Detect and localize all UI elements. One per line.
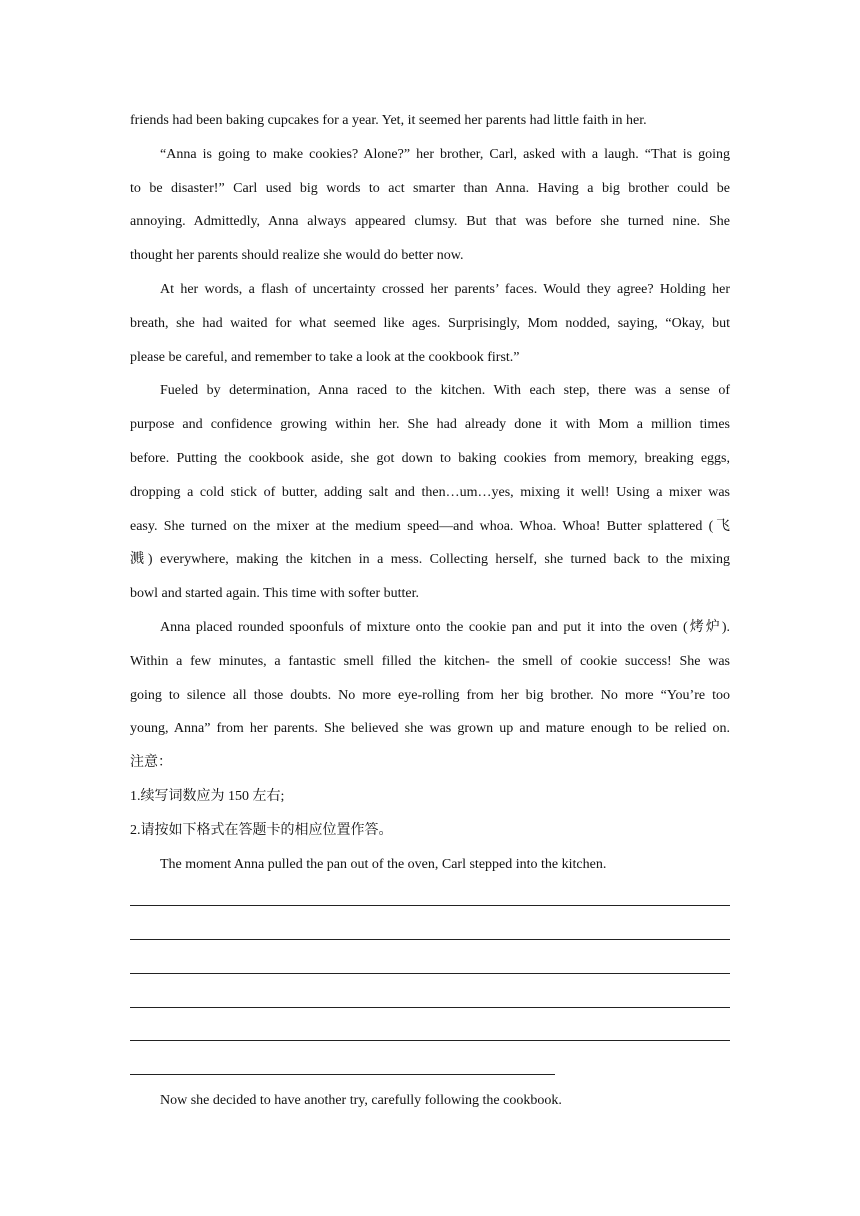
paragraph-line: bowl and started again. This time with softer butter. <box>130 586 420 602</box>
paragraph-line: to be disaster!” Carl used big words to act smarter than Anna. Having a big brother could be <box>130 180 730 196</box>
paragraph-line: At her words, a flash of uncertainty crossed her parents’ faces. Would they agree? Holding her <box>160 281 730 297</box>
answer-line[interactable] <box>130 949 730 983</box>
paragraph-line: Anna placed rounded spoonfuls of mixture onto the cookie pan and put it into the oven (烤炉). <box>160 619 730 635</box>
paragraph-line: purpose and confidence growing within her. She had already done it with Mom a million times <box>130 417 730 433</box>
paragraph-line: friends had been baking cupcakes for a year. Yet, it seemed her parents had little faith in her. <box>130 113 647 128</box>
notes-heading: 注意： <box>130 755 172 771</box>
paragraph-line: young, Anna” from her parents. She believed she was grown up and mature enough to be relied on. <box>130 721 730 737</box>
note-item: 1.续写词数应为 150 左右; <box>130 788 285 804</box>
paragraph-line: “Anna is going to make cookies? Alone?” her brother, Carl, asked with a laugh. “That is going <box>160 146 730 162</box>
answer-line[interactable] <box>130 983 730 1017</box>
paragraph-line: please be careful, and remember to take a look at the cookbook first.” <box>130 349 520 365</box>
continuation-prompt-first: The moment Anna pulled the pan out of the oven, Carl stepped into the kitchen. <box>160 856 607 872</box>
paragraph-line: before. Putting the cookbook aside, she got down to baking cookies from memory, breaking eggs, <box>130 450 730 466</box>
paragraph-line: breath, she had waited for what seemed like ages. Surprisingly, Mom nodded, saying, “Okay, but <box>130 315 730 331</box>
answer-line[interactable] <box>130 1050 730 1084</box>
paragraph-line: thought her parents should realize she would do better now. <box>130 248 464 264</box>
answer-line[interactable] <box>130 881 730 915</box>
answer-line[interactable] <box>130 915 730 949</box>
document-page <box>130 104 730 1118</box>
note-item: 2.请按如下格式在答题卡的相应位置作答。 <box>130 822 393 838</box>
paragraph-line: going to silence all those doubts. No more eye-rolling from her big brother. No more “You’re too <box>130 687 730 703</box>
paragraph-line: 溅) everywhere, making the kitchen in a mess. Collecting herself, she turned back to the mixing <box>130 552 730 568</box>
paragraph-line: dropping a cold stick of butter, adding salt and then…um…yes, mixing it well! Using a mixer was <box>130 484 730 500</box>
paragraph-line: Fueled by determination, Anna raced to the kitchen. With each step, there was a sense of <box>160 383 730 399</box>
paragraph-line: annoying. Admittedly, Anna always appeared clumsy. But that was before she turned nine. She <box>130 214 730 230</box>
paragraph-line: easy. She turned on the mixer at the medium speed—and whoa. Whoa. Whoa! Butter splattered (飞 <box>130 518 730 534</box>
continuation-prompt-second: Now she decided to have another try, carefully following the cookbook. <box>160 1093 562 1109</box>
paragraph-line: Within a few minutes, a fantastic smell filled the kitchen- the smell of cookie success! She was <box>130 653 730 669</box>
answer-line[interactable] <box>130 1017 730 1051</box>
